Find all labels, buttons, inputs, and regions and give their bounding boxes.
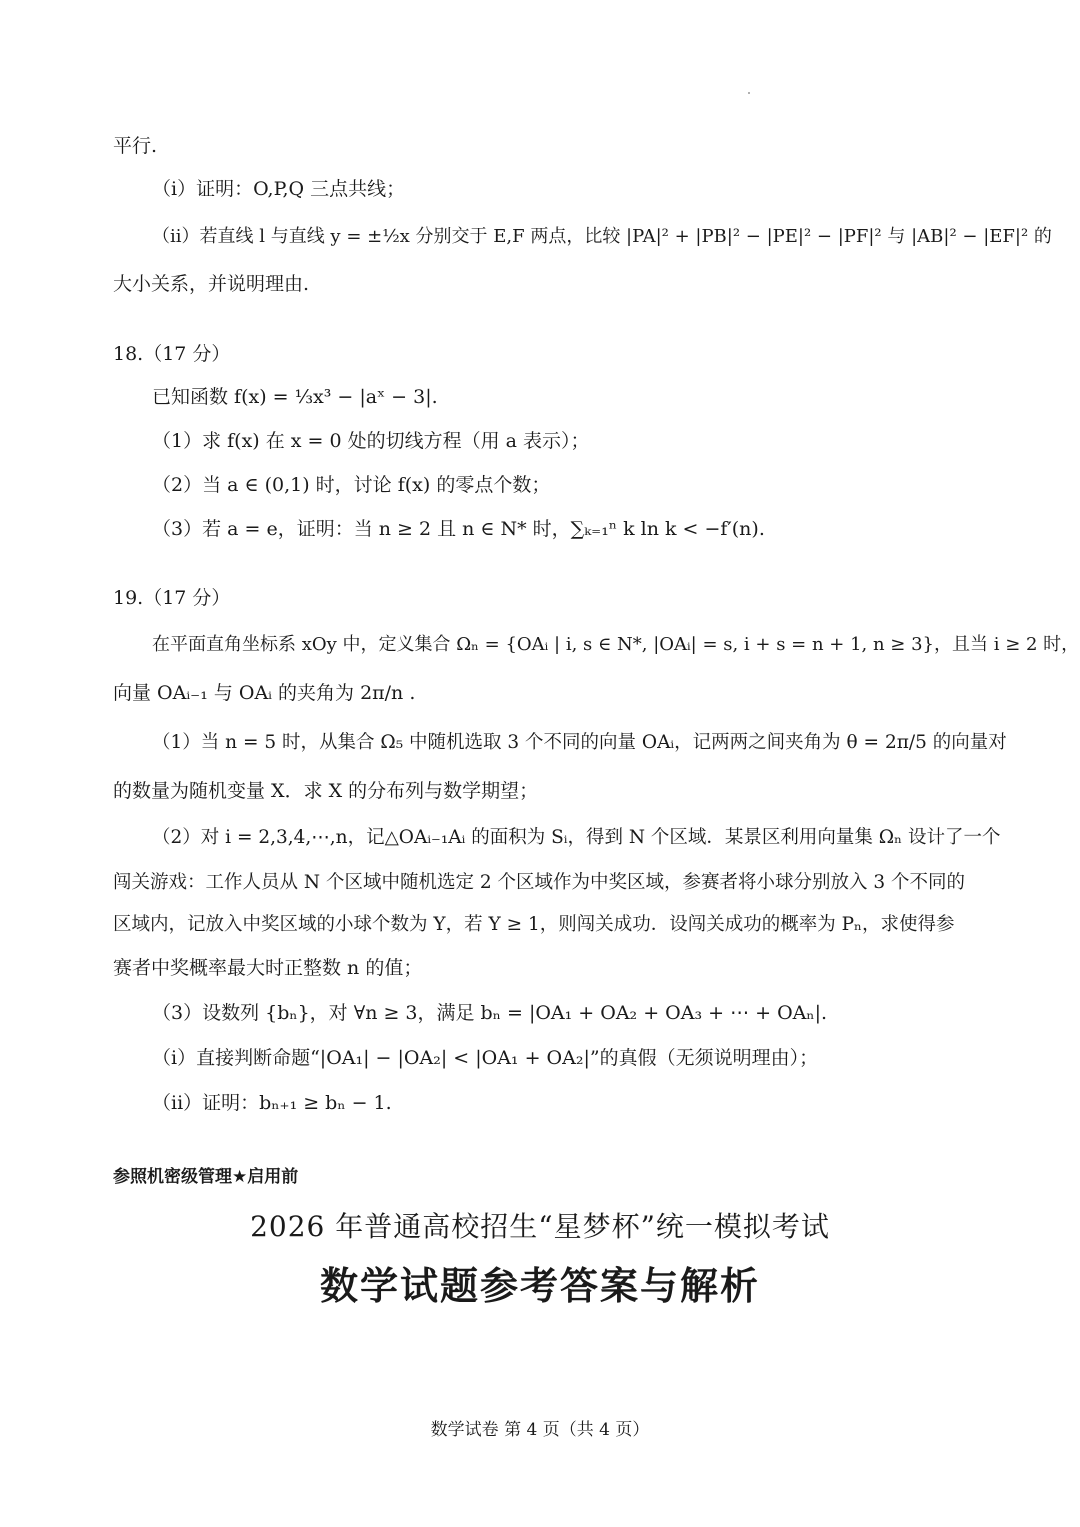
q19-part-2-continued-1: 闯关游戏：工作人员从 N 个区域中随机选定 2 个区域作为中奖区域，参赛者将小球分别放入 3 个不同的 (113, 872, 966, 893)
q19-part-3-ii: （ii）证明：bₙ₊₁ ≥ bₙ − 1. (152, 1092, 392, 1114)
q18-part-3: （3）若 a = e，证明：当 n ≥ 2 且 n ∈ N* 时，∑ₖ₌₁ⁿ k ln k < −f′(n). (152, 518, 765, 540)
q18-part-2: （2）当 a ∈ (0,1) 时，讨论 f(x) 的零点个数； (152, 474, 551, 496)
answer-key-title: 数学试题参考答案与解析 (319, 1264, 760, 1308)
q17-part-i: （i）证明：O,P,Q 三点共线； (152, 178, 406, 200)
q19-header: 19.（17 分） (113, 587, 231, 609)
scan-speck (748, 92, 750, 94)
q19-part-2: （2）对 i = 2,3,4,⋯,n，记△OAᵢ₋₁Aᵢ 的面积为 Sᵢ，得到 N 个区域．某景区利用向量集 Ωₙ 设计了一个 (152, 827, 1001, 848)
q19-part-3: （3）设数列 {bₙ}，对 ∀n ≥ 3，满足 bₙ = |OA₁ + OA₂ + OA₃ + ⋯ + OAₙ|. (152, 1002, 828, 1024)
page-footer: 数学试卷 第 4 页（共 4 页） (430, 1420, 650, 1440)
q19-part-3-i: （i）直接判断命题“|OA₁| − |OA₂| < |OA₁ + OA₂|”的真假（无须说明理由）； (152, 1047, 819, 1069)
q19-part-2-continued-3: 赛者中奖概率最大时正整数 n 的值； (113, 957, 423, 979)
q18-stem: 已知函数 f(x) = ⅓x³ − |aˣ − 3|. (152, 386, 438, 408)
q17-part-ii: （ii）若直线 l 与直线 y = ±½x 分别交于 E,F 两点，比较 |PA|² + |PB|² − |PE|² − |PF|² 与 |AB|² − |EF|² 的 (152, 226, 1052, 247)
q17-continuation-line: 平行. (113, 135, 158, 157)
q19-part-2-continued-2: 区域内，记放入中奖区域的小球个数为 Y，若 Y ≥ 1，则闯关成功．设闯关成功的概率为 Pₙ，求使得参 (113, 914, 955, 935)
confidentiality-notice: 参照机密级管理★启用前 (113, 1167, 299, 1187)
exam-title: 2026 年普通高校招生“星梦杯”统一模拟考试 (250, 1210, 830, 1243)
q19-stem: 在平面直角坐标系 xOy 中，定义集合 Ωₙ = {OAᵢ | i, s ∈ N*, |OAᵢ| = s, i + s = n + 1, n ≥ 3}，且当 i ≥ 2 时， (152, 634, 1080, 655)
q17-part-ii-continued: 大小关系，并说明理由. (113, 273, 310, 295)
q19-part-1: （1）当 n = 5 时，从集合 Ω₅ 中随机选取 3 个不同的向量 OAᵢ，记两两之间夹角为 θ = 2π/5 的向量对 (152, 732, 1007, 753)
q19-stem-continued: 向量 OAᵢ₋₁ 与 OAᵢ 的夹角为 2π/n . (113, 682, 416, 704)
q18-header: 18.（17 分） (113, 343, 231, 365)
q19-part-1-continued: 的数量为随机变量 X．求 X 的分布列与数学期望； (113, 780, 539, 802)
q18-part-1: （1）求 f(x) 在 x = 0 处的切线方程（用 a 表示）； (152, 430, 590, 452)
